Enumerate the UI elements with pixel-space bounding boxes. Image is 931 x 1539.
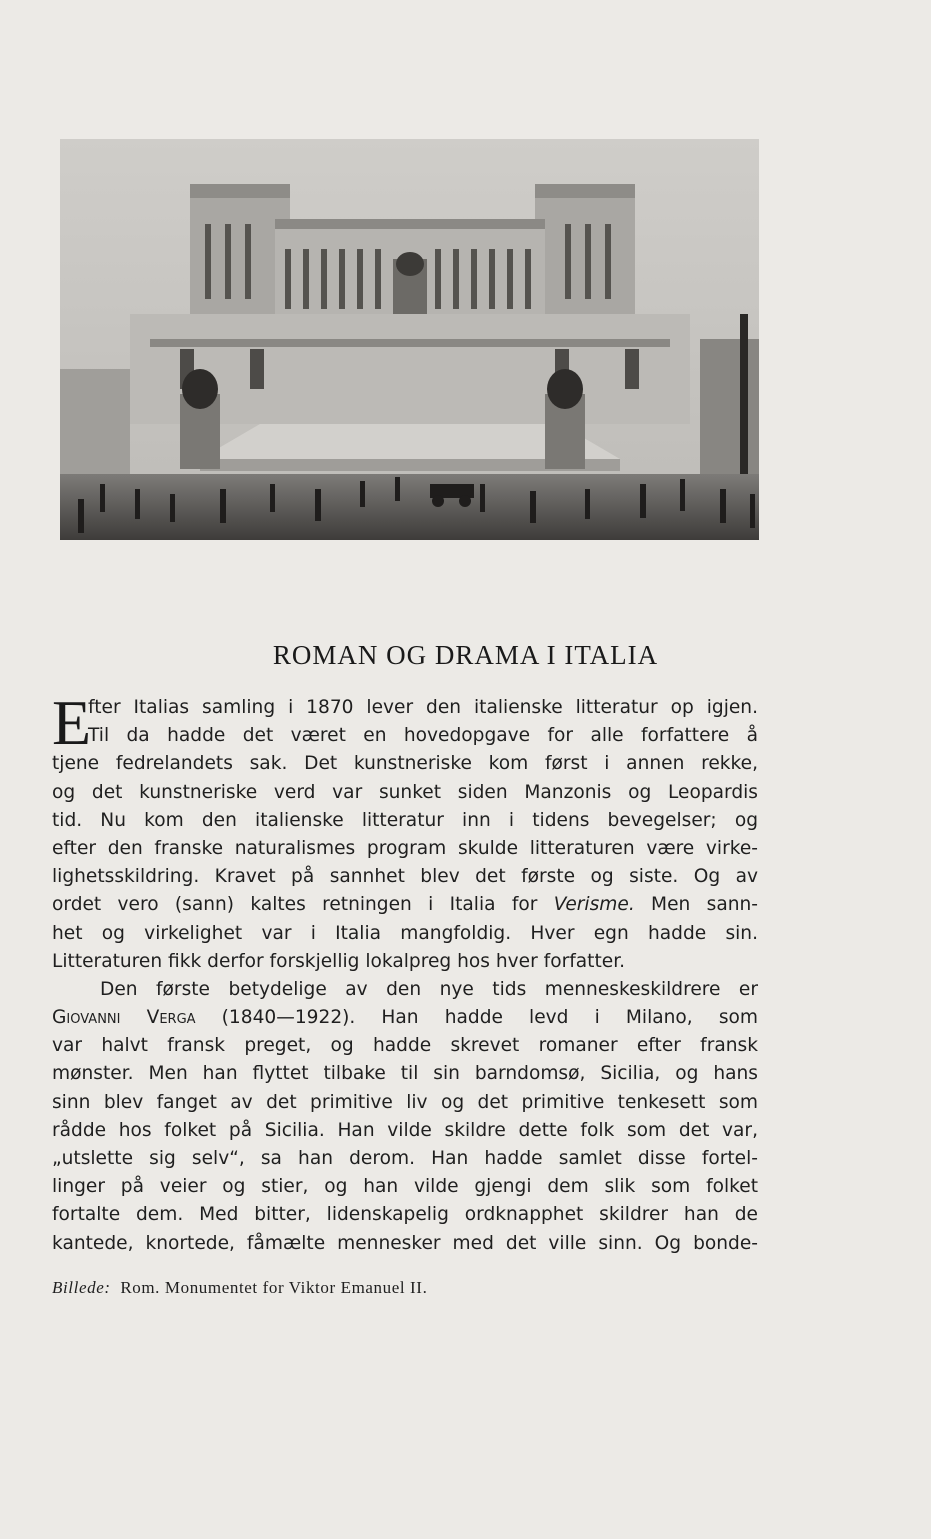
text-line: linger på veier og stier, og han vilde gjengi dem slik som folket [52, 1176, 758, 1198]
text-line: efter den franske naturalismes program skulde litteraturen være virke- [52, 837, 758, 859]
text-line: het og virkelighet var i Italia mangfoldig. Hver egn hadde sin. [52, 922, 758, 944]
text-line: var halvt fransk preget, og hadde skrevet romaner efter fransk [52, 1035, 758, 1057]
paragraph-1 [52, 687, 759, 976]
text-line: tjene fedrelandets sak. Det kunstneriske kom først i annen rekke, [52, 753, 758, 775]
text-line: „utslette sig selv“, sa han derom. Han hadde samlet disse fortel- [52, 1148, 758, 1169]
emphasis-verisme: Verisme. [553, 894, 635, 916]
photo-monument-viktor-emanuel [60, 139, 759, 540]
text-line: Litteraturen fikk derfor forskjellig lokalpreg hos hver forfatter. [52, 950, 626, 972]
body-text [52, 687, 759, 1258]
text-line: tid. Nu kom den italienske litteratur inn i tidens bevegelser; og [52, 809, 758, 831]
text-line: og det kunstneriske verd var sunket siden Manzonis og Leopardis [52, 781, 758, 803]
text-line: mønster. Men han flyttet tilbake til sin barndomsø, Sicilia, og hans [52, 1063, 758, 1085]
text-line: rådde hos folket på Sicilia. Han vilde skildre dette folk som det var, [52, 1119, 758, 1141]
author-name: Giovanni Verga [52, 1007, 196, 1029]
monument-photo-drawing [60, 139, 759, 540]
text-line: fortalte dem. Med bitter, lidenskapelig ordknapphet skildrer han de [52, 1204, 758, 1226]
text-line: lighetsskildring. Kravet på sannhet blev det første og siste. Og av [52, 866, 758, 888]
text-line [52, 891, 758, 919]
caption-label: Billede: [52, 1278, 111, 1297]
text-line: Den første betydelige av den nye tids menneskeskildrere er [100, 978, 758, 1000]
chapter-title: ROMAN OG DRAMA I ITALIA [272, 640, 659, 670]
drop-cap: E [52, 687, 92, 758]
caption-text: Rom. Monumentet for Viktor Emanuel II. [120, 1278, 428, 1297]
text-line: kantede, knortede, fåmælte mennesker med det ville sinn. Og bonde- [52, 1232, 758, 1254]
text-segment: ordet vero (sann) kaltes retningen i Italia for [52, 894, 554, 916]
text-segment: (1840—1922). Han hadde levd i Milano, som [195, 1007, 758, 1029]
paragraph-2 [52, 976, 758, 1258]
text-segment: Men sann- [634, 894, 759, 916]
text-line: sinn blev fanget av det primitive liv og det primitive tenkesett som [52, 1091, 758, 1113]
image-caption [52, 1278, 427, 1298]
text-line: fter Italias samling i 1870 lever den italienske litteratur op igjen. [88, 697, 758, 718]
text-line [52, 1004, 758, 1032]
text-line: Til da hadde det været en hovedopgave for alle forfattere å [88, 725, 758, 747]
